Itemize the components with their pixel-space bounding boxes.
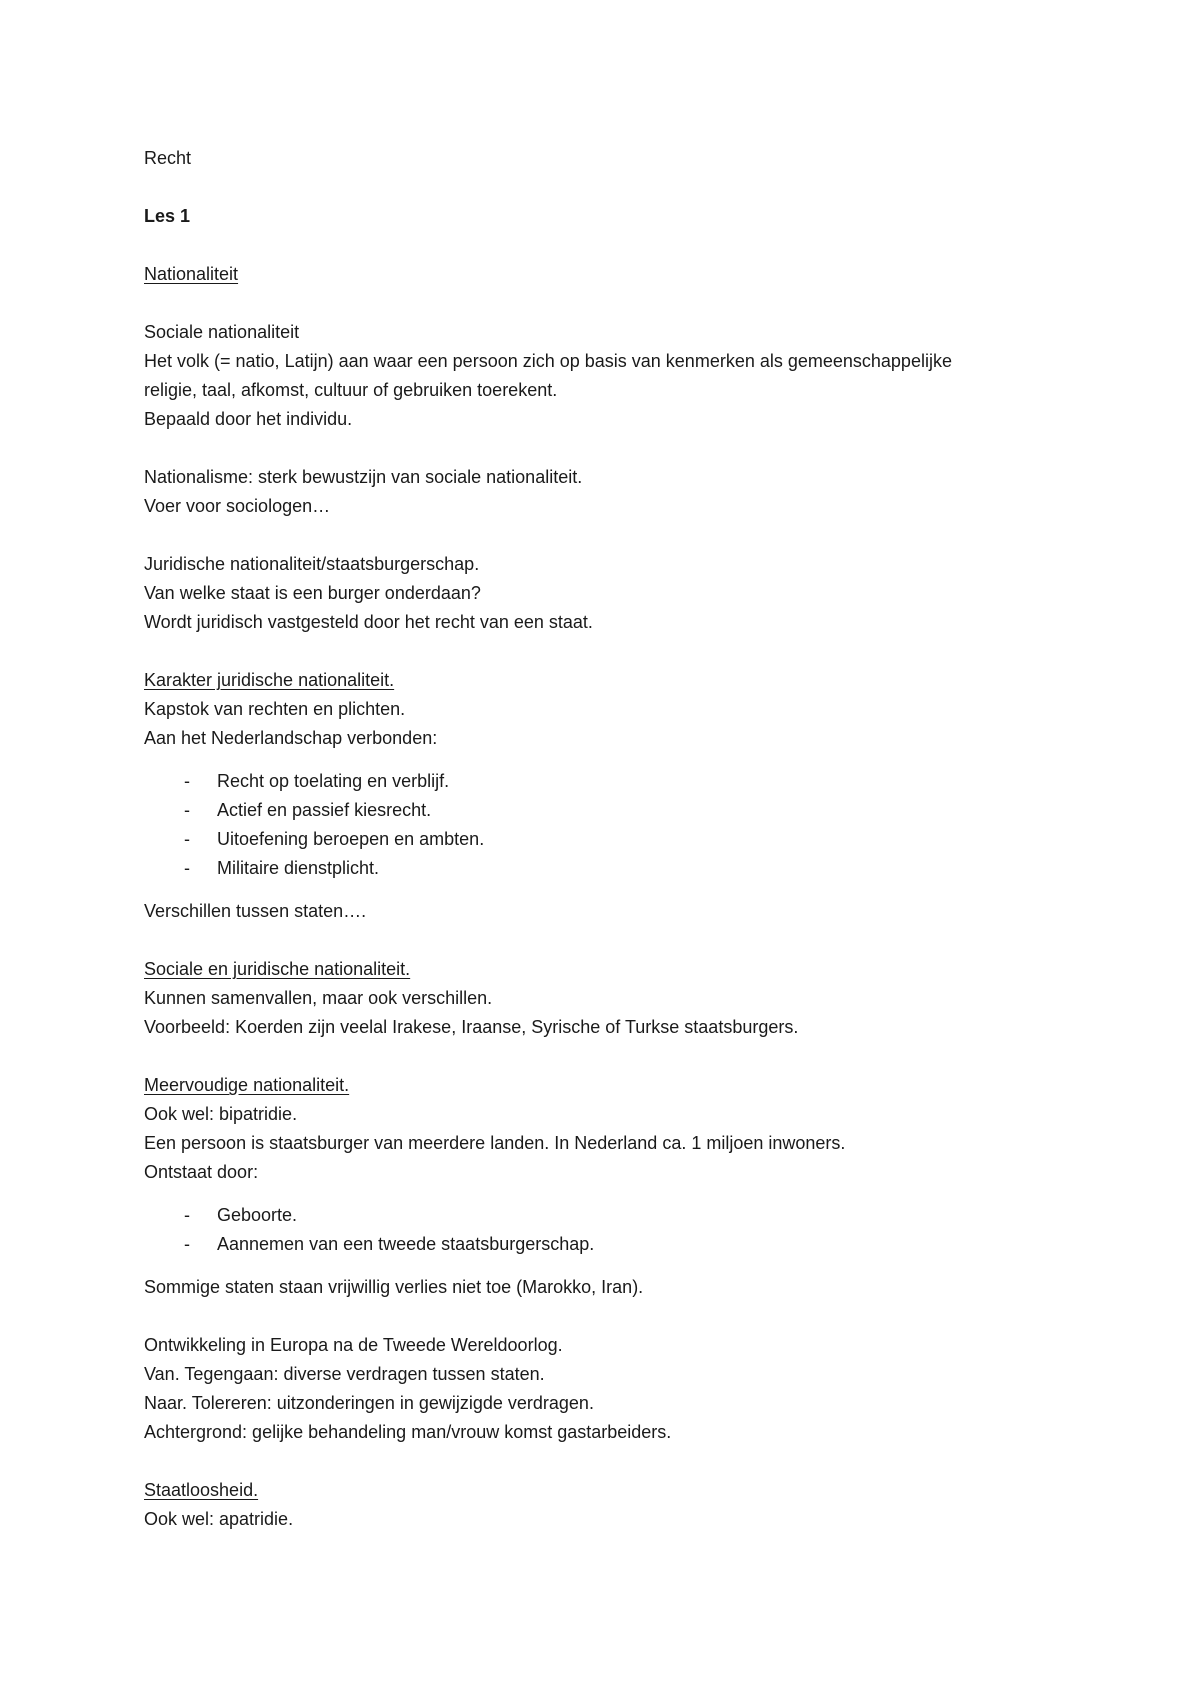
doc-title: Recht: [144, 148, 192, 168]
paragraph-line: Van. Tegengaan: diverse verdragen tussen staten.: [144, 1364, 545, 1384]
paragraph-line: Het volk (= natio, Latijn) aan waar een persoon zich op basis van kenmerken als gemeenschappelijke: [144, 351, 952, 371]
section-heading-staatloosheid: Staatloosheid.: [144, 1480, 259, 1500]
section-heading-karakter: Karakter juridische nationaliteit.: [144, 670, 395, 690]
list-item: - Aannemen van een tweede staatsburgerschap.: [144, 1230, 1064, 1259]
paragraph-line: Ook wel: bipatridie.: [144, 1104, 298, 1124]
list-item: - Actief en passief kiesrecht.: [144, 796, 1064, 825]
paragraph-line: Ontstaat door:: [144, 1162, 259, 1182]
paragraph-line: Ook wel: apatridie.: [144, 1509, 294, 1529]
section-heading-sociale-juridische: Sociale en juridische nationaliteit.: [144, 959, 411, 979]
paragraph-line: Voer voor sociologen…: [144, 496, 331, 516]
paragraph-line: Kunnen samenvallen, maar ook verschillen.: [144, 988, 493, 1008]
paragraph-line: Ontwikkeling in Europa na de Tweede Wereldoorlog.: [144, 1335, 563, 1355]
section-heading-nationaliteit: Nationaliteit: [144, 264, 239, 284]
paragraph-line: Kapstok van rechten en plichten.: [144, 699, 406, 719]
dash-bullet: -: [184, 800, 190, 820]
document-body: [144, 144, 1064, 1534]
lesson-heading: Les 1: [144, 206, 191, 226]
dash-bullet: -: [184, 771, 190, 791]
paragraph-line: Nationalisme: sterk bewustzijn van sociale nationaliteit.: [144, 467, 583, 487]
paragraph-line: Bepaald door het individu.: [144, 409, 353, 429]
dash-bullet: -: [184, 1205, 190, 1225]
paragraph-line: Achtergrond: gelijke behandeling man/vrouw komst gastarbeiders.: [144, 1422, 672, 1442]
list-item: - Geboorte.: [144, 1201, 1064, 1230]
paragraph-line: religie, taal, afkomst, cultuur of gebruiken toerekent.: [144, 380, 558, 400]
dash-bullet: -: [184, 858, 190, 878]
meervoudig-list: [144, 1201, 1064, 1259]
paragraph-line: Een persoon is staatsburger van meerdere landen. In Nederland ca. 1 miljoen inwoners.: [144, 1133, 846, 1153]
paragraph-line: Van welke staat is een burger onderdaan?: [144, 583, 481, 603]
paragraph-line: Voorbeeld: Koerden zijn veelal Irakese, Iraanse, Syrische of Turkse staatsburgers.: [144, 1017, 799, 1037]
sociale-heading: Sociale nationaliteit: [144, 322, 300, 342]
list-item: - Uitoefening beroepen en ambten.: [144, 825, 1064, 854]
paragraph-line: Sommige staten staan vrijwillig verlies niet toe (Marokko, Iran).: [144, 1277, 644, 1297]
paragraph-line: Aan het Nederlandschap verbonden:: [144, 728, 438, 748]
section-heading-meervoudig: Meervoudige nationaliteit.: [144, 1075, 350, 1095]
list-item: - Recht op toelating en verblijf.: [144, 767, 1064, 796]
list-item: - Militaire dienstplicht.: [144, 854, 1064, 883]
paragraph-line: Wordt juridisch vastgesteld door het recht van een staat.: [144, 612, 593, 632]
paragraph-line: Verschillen tussen staten….: [144, 901, 367, 921]
karakter-list: [144, 767, 1064, 883]
paragraph-line: Juridische nationaliteit/staatsburgerschap.: [144, 554, 480, 574]
dash-bullet: -: [184, 1234, 190, 1254]
dash-bullet: -: [184, 829, 190, 849]
paragraph-line: Naar. Tolereren: uitzonderingen in gewijzigde verdragen.: [144, 1393, 594, 1413]
